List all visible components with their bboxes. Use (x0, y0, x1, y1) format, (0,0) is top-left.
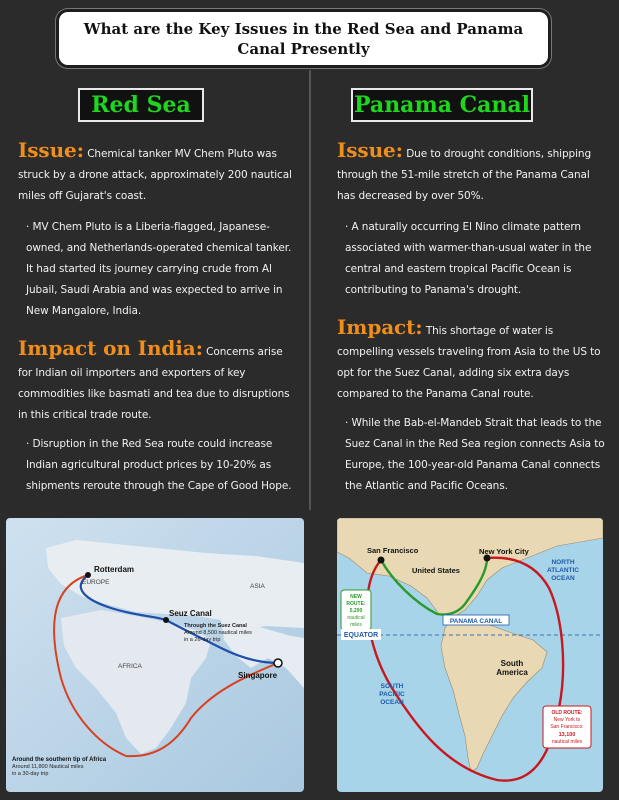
north-atlantic-1: NORTH (551, 559, 575, 566)
panama-route-map (337, 518, 603, 792)
old-route-1: OLD ROUTE: (551, 710, 583, 716)
suez-detail-3: in a 26-day trip (184, 637, 221, 643)
red-sea-title: Red Sea (91, 92, 191, 118)
red-sea-title-box (78, 88, 204, 122)
panama-column (337, 140, 605, 497)
panama-title-box (351, 88, 533, 122)
new-route-1: NEW (350, 594, 362, 600)
cape-detail-3: in a 30-day trip (12, 771, 49, 777)
panama-issue-heading: Issue: (337, 138, 403, 162)
new-york-label: New York City (479, 547, 529, 556)
old-route-3: San Francisco: (550, 724, 584, 730)
red-sea-impact-heading: Impact on India: (18, 336, 203, 360)
page-title: What are the Key Issues in the Red Sea and Panama Canal Presently (83, 19, 524, 58)
panama-impact-bullet: · While the Bab-el-Mandeb Strait that leads to the Suez Canal in the Red Sea region connects Asia to Europe, the 100-year-old Panama Canal connects the Atlantic and Pacific Oceans. (345, 417, 605, 492)
united-states-label: United States (412, 566, 460, 575)
red-sea-issue-bullet: · MV Chem Pluto is a Liberia-flagged, Japanese-owned, and Netherlands-operated chemical tanker. It had started its journey carrying crude from Al Jubail, Saudi Arabia and was expected to arrive in New Mangalore, India. (26, 221, 292, 317)
equator-label: EQUATOR (343, 632, 379, 639)
column-divider (309, 70, 311, 510)
africa-label: AFRICA (118, 663, 142, 670)
singapore-label: Singapore (238, 671, 278, 680)
south-america-label-2: America (496, 668, 528, 677)
new-route-4: nautical (347, 615, 365, 621)
red-sea-issue-text: Chemical tanker MV Chem Pluto was struck by a drone attack, approximately 200 nautical miles off Gujarat's coast. (18, 148, 292, 202)
new-route-2: ROUTE: (346, 601, 366, 607)
north-atlantic-2: ATLANTIC (546, 567, 580, 574)
south-america-label-1: South (500, 659, 524, 668)
red-sea-issue (18, 140, 296, 207)
san-francisco-label: San Francisco (367, 546, 419, 555)
suez-detail-1: Through the Suez Canal (184, 623, 247, 629)
suez-detail-2: Around 8,500 nautical miles (184, 630, 252, 636)
south-pacific-2: PACIFIC (379, 691, 405, 698)
red-sea-column (18, 140, 296, 497)
new-route-5: miles (350, 622, 362, 628)
panama-issue-text: Due to drought conditions, shipping through the 51-mile stretch of the Panama Canal has decreased by over 50%. (337, 148, 592, 202)
old-route-5: nautical miles (551, 739, 583, 745)
old-route-2: New York to (553, 717, 581, 723)
red-sea-impact (18, 338, 296, 426)
suez-route-map (6, 518, 304, 792)
panama-impact (337, 317, 605, 405)
panama-canal-label: PANAMA CANAL (449, 618, 503, 625)
san-francisco-dot (378, 557, 385, 564)
rotterdam-label: Rotterdam (94, 565, 135, 574)
north-atlantic-3: OCEAN (551, 575, 575, 582)
south-pacific-3: OCEAN (380, 699, 404, 706)
panama-impact-heading: Impact: (337, 315, 423, 339)
title-banner (59, 12, 548, 65)
panama-issue-bullet: · A naturally occurring El Nino climate pattern associated with warmer-than-usual water in the central and eastern tropical Pacific Ocean is contributing to Panama's drought. (345, 221, 592, 296)
rotterdam-dot (85, 572, 91, 578)
panama-impact-text: This shortage of water is compelling vessels traveling from Asia to the US to opt for the Suez Canal, adding six extra days compared to the Panama Canal route. (337, 325, 601, 400)
panama-title: Panama Canal (353, 92, 531, 118)
red-sea-issue-heading: Issue: (18, 138, 84, 162)
singapore-dot (274, 659, 282, 667)
red-sea-impact-text: Concerns arise for Indian oil importers and exporters of key commodities like basmati and tea due to disruptions in this critical trade route. (18, 346, 290, 421)
panama-issue (337, 140, 605, 207)
cape-detail-1: Around the southern tip of Africa (12, 757, 107, 763)
cape-detail-2: Around 11,800 Nautical miles (12, 764, 84, 770)
europe-label: EUROPE (82, 579, 110, 586)
suez-label: Seuz Canal (169, 609, 212, 618)
new-route-3: 5,200 (349, 608, 363, 614)
asia-label: ASIA (250, 583, 265, 590)
south-pacific-1: SOUTH (380, 683, 404, 690)
red-sea-impact-bullet: · Disruption in the Red Sea route could increase Indian agricultural product prices by 10-20% as shipments reroute through the Cape of Good Hope. (26, 438, 292, 492)
old-route-4: 13,100 (558, 732, 576, 738)
